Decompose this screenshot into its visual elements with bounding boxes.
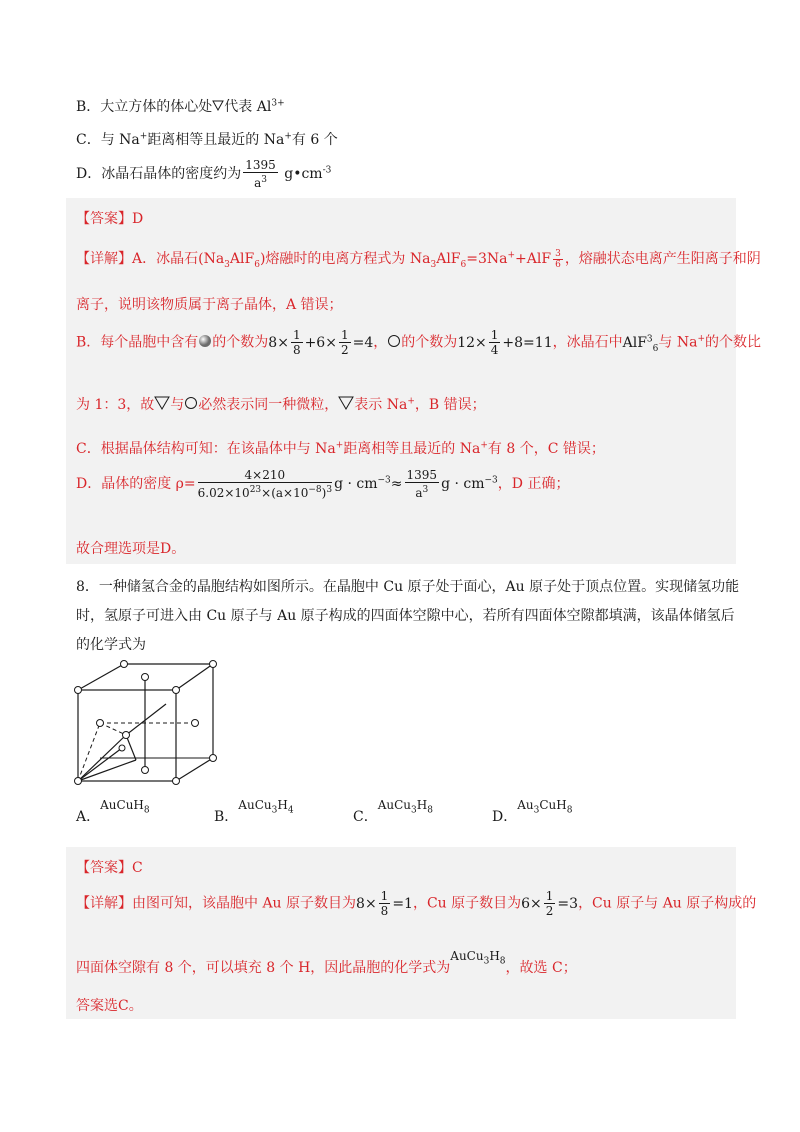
q8-line2: 时，氢原子可进入由 Cu 原子与 Au 原子构成的四面体空隙中心，若所有四面体空隙都填满，该晶体储氢后 bbox=[76, 608, 735, 624]
answer-box-q7 bbox=[66, 198, 761, 564]
density-fraction: $\frac{1395}{a^3}$ bbox=[245, 158, 276, 190]
detail-q8-line2: 四面体空隙有 8 个，可以填充 8 个 H，因此晶胞的化学式为$AuCu_3H_8$，故选 C； bbox=[76, 949, 577, 976]
detail-q8-line1: 【详解】由图可知，该晶胞中 Au 原子数目为8× $\frac{1}{8}$ =1，Cu 原子数目为6× $\frac{1}{2}$ =3，Cu 原子与 Au 原子构成的 bbox=[76, 889, 757, 918]
q8-line3: 的化学式为 bbox=[76, 637, 146, 653]
option-b: B．大立方体的体心处 代表 $Al^{3+}$ bbox=[76, 98, 285, 115]
triangle-down-icon bbox=[338, 395, 354, 415]
answer-box-q8 bbox=[66, 847, 757, 1019]
detail-d: D．晶体的密度 ρ= $\frac{4\times 210}{6.02\times 10^{23}\times(a\times 10^{-8})^3}$ $g \cdot cm^{-3}\approx$ $\frac{1395}{a^3}$ $g \cdot cm^{-3}$，D 正确； bbox=[76, 468, 570, 500]
detail-a-line1: 【详解】A．冰晶石$(Na_3AlF_6)$熔融时的电离方程式为 $Na_3AlF_6=3Na^++AlF$ $\frac{3}{6}$ ，熔融状态电离产生阳离子和阴 bbox=[76, 248, 761, 270]
q8-line1: 8．一种储氢合金的晶胞结构如图所示。在晶胞中 Cu 原子处于面心，Au 原子处于顶点位置。实现储氢功能 bbox=[76, 579, 740, 595]
conclusion-q7: 故合理选项是D。 bbox=[76, 541, 186, 557]
choice-c[interactable]: C．$AuCu_3H_8$ bbox=[353, 798, 433, 825]
option-c: C．与 Na+距离相等且最近的 Na+有 6 个 bbox=[76, 131, 338, 148]
choice-d[interactable]: D．$Au_3CuH_8$ bbox=[492, 798, 573, 825]
option-d: D．冰晶石晶体的密度约为 $\frac{1395}{a^3}$ $g•cm^{-3}$ bbox=[76, 158, 332, 190]
answer-label: 【答案】D bbox=[76, 211, 144, 227]
gray-sphere-icon bbox=[198, 334, 212, 352]
answer-label: 【答案】C bbox=[76, 860, 143, 876]
detail-c: C．根据晶体结构可知：在该晶体中与 Na+距离相等且最近的 Na+有 8 个，C 错误； bbox=[76, 440, 605, 457]
choice-b[interactable]: B．$AuCu_3H_4$ bbox=[214, 798, 294, 825]
hollow-circle-icon bbox=[184, 396, 198, 414]
detail-b-line2: 为 1：3，故 与 必然表示同一种微粒， 表示 Na+，B 错误； bbox=[76, 396, 486, 413]
detail-a-line2: 离子，说明该物质属于离子晶体，A 错误； bbox=[76, 297, 343, 313]
hollow-circle-icon bbox=[387, 334, 401, 352]
detail-b-line1: B．每个晶胞中含有 的个数为8× $\frac{1}{8}$ +6× $\frac{1}{2}$ =4， 的个数为12× $\frac{1}{4}$ +8=11，冰晶石中AlF$^3_6$与 Na+的个数比 bbox=[76, 328, 761, 357]
conclusion-q8: 答案选C。 bbox=[76, 998, 143, 1014]
crystal-cell-diagram bbox=[70, 658, 230, 788]
triangle-down-icon bbox=[154, 395, 170, 415]
triangle-down-icon bbox=[212, 99, 224, 115]
choice-a[interactable]: A．AuCuH$_8$ bbox=[76, 798, 150, 825]
